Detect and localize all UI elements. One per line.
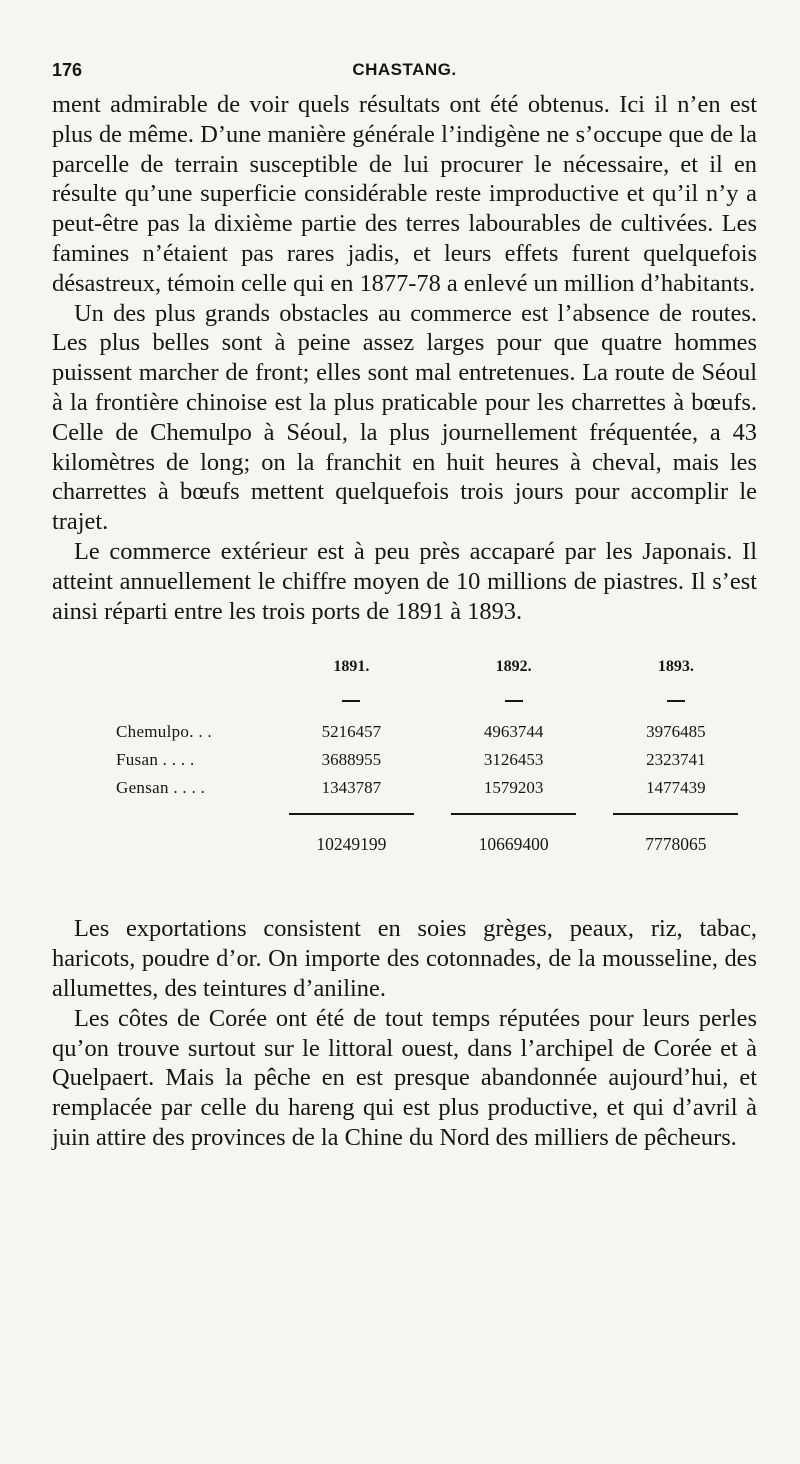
- totals-row: [116, 824, 757, 864]
- table-cell: 1343787: [321, 778, 382, 798]
- body-text-after-table: [52, 914, 757, 1152]
- table-header-year: 1892.: [495, 658, 532, 676]
- total-cell: 7778065: [645, 833, 707, 854]
- table-cell: 2323741: [646, 750, 706, 770]
- table-cell: 1579203: [483, 778, 544, 798]
- body-text: [52, 90, 757, 626]
- table-cell: 5216457: [321, 722, 382, 742]
- table-cell: 4963744: [483, 722, 544, 742]
- port-name: Fusan . . . .: [116, 750, 195, 770]
- table-row: [116, 774, 757, 802]
- rule-cell: [595, 802, 757, 824]
- table-cell: 3126453: [483, 750, 544, 770]
- total-cell: 10249199: [316, 833, 387, 854]
- table-row: [116, 718, 757, 746]
- dash-mark: [342, 700, 360, 702]
- port-name: Chemulpo. . .: [116, 722, 212, 742]
- total-rule: [451, 813, 576, 815]
- rule-blank: [116, 802, 270, 824]
- dash-blank: [116, 682, 270, 718]
- total-rule-row: [116, 802, 757, 824]
- table-cell: 3688955: [321, 750, 382, 770]
- running-head: CHASTANG.: [352, 60, 457, 79]
- paragraph-roads: Un des plus grands obstacles au commerce est l’absence de routes. Les plus belles sont à peine assez larges pour que quatre hommes puissent marcher de front; elles sont mal entretenues. La route de Séoul à la frontière chinoise est la plus praticable pour les charrettes à bœufs. Celle de Chemulpo à Séoul, la plus journellement fréquentée, a 43 kilomètres de long; on la franchit en huit heures à cheval, mais les charrettes à bœufs mettent quelquefois trois jours pour accomplir le trajet.: [52, 299, 757, 536]
- dash-row: [116, 682, 757, 718]
- table-cell: 3976485: [646, 722, 706, 742]
- port-name: Gensan . . . .: [116, 778, 206, 798]
- page-number: 176: [52, 60, 83, 80]
- table-header-year: 1893.: [657, 658, 694, 676]
- dash-mark: [667, 700, 685, 702]
- table-header-blank: [116, 652, 270, 682]
- table-row: [116, 746, 757, 774]
- totals-blank: [116, 824, 270, 864]
- trade-table: [116, 652, 757, 864]
- table-header-year: 1891.: [333, 658, 370, 676]
- total-cell: 10669400: [478, 833, 549, 854]
- paragraph-pearls: Les côtes de Corée ont été de tout temps réputées pour leurs perles qu’on trouve surtout sur le littoral ouest, dans l’archipel de Corée et à Quelpaert. Mais la pêche en est presque abandonnée aujourd’hui, et remplacée par celle du hareng qui est plus productive, et qui d’avril à juin attire des provinces de la Chine du Nord des milliers de pêcheurs.: [52, 1004, 757, 1151]
- dash-cell: [270, 682, 432, 718]
- paragraph-exports: Les exportations consistent en soies grèges, peaux, riz, tabac, haricots, poudre d’or. On importe des cotonnades, de la mousseline, des allumettes, des teintures d’aniline.: [52, 915, 757, 1002]
- total-rule: [289, 813, 414, 815]
- dash-cell: [595, 682, 757, 718]
- total-rule: [613, 813, 738, 815]
- page-header: [52, 56, 757, 90]
- dash-mark: [505, 700, 523, 702]
- dash-cell: [433, 682, 595, 718]
- rule-cell: [433, 802, 595, 824]
- book-page: [52, 56, 757, 1153]
- paragraph-trade: Le commerce extérieur est à peu près accaparé par les Japonais. Il atteint annuellement le chiffre moyen de 10 millions de piastres. Il s’est ainsi réparti entre les trois ports de 1891 à 1893.: [52, 537, 757, 625]
- rule-cell: [270, 802, 432, 824]
- table-cell: 1477439: [646, 778, 706, 798]
- table-header-row: [116, 652, 757, 682]
- paragraph-continuation: ment admirable de voir quels résultats ont été obtenus. Ici il n’en est plus de même. D’une manière générale l’indigène ne s’occupe que de la parcelle de terrain susceptible de lui procurer le nécessaire, et il en résulte qu’une superficie considérable reste improductive et qu’il n’y a peut-être pas la dixième partie des terres labourables de cultivées. Les famines n’étaient pas rares jadis, et leurs effets furent quelquefois désastreux, témoin celle qui en 1877-78 a enlevé un million d’habitants.: [52, 91, 757, 297]
